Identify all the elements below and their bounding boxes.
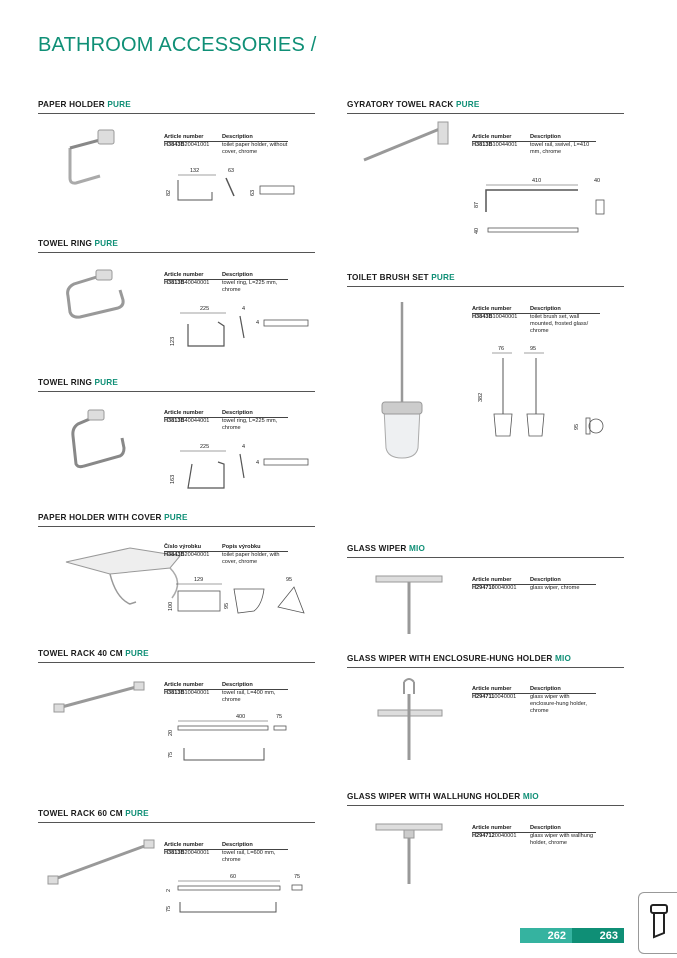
section-toilet-brush — [347, 273, 624, 287]
svg-text:2: 2 — [166, 888, 172, 892]
technical-drawing — [472, 344, 622, 440]
svg-text:75: 75 — [294, 874, 301, 880]
toilet-paper-holder-icon — [649, 903, 669, 943]
svg-text:4: 4 — [242, 444, 246, 450]
svg-text:400: 400 — [236, 714, 246, 720]
product-image-gyratory — [360, 118, 460, 168]
svg-text:4: 4 — [242, 306, 246, 312]
svg-text:75: 75 — [276, 714, 283, 720]
svg-text:163: 163 — [170, 474, 176, 484]
section-towel-rack-40 — [38, 649, 315, 663]
svg-text:95: 95 — [224, 602, 230, 609]
svg-text:382: 382 — [478, 392, 484, 402]
svg-text:225: 225 — [200, 306, 210, 312]
svg-text:95: 95 — [574, 423, 580, 430]
technical-drawing — [164, 304, 314, 354]
section-towel-ring-2 — [38, 378, 315, 392]
svg-text:123: 123 — [170, 336, 176, 346]
svg-text:95: 95 — [286, 577, 293, 583]
svg-text:4: 4 — [256, 320, 260, 326]
product-table: Article number Description H3843B10040001 toilet brush set, wall mounted, frosted glass/ chrome — [472, 306, 600, 335]
section-heading: PAPER HOLDER PURE — [38, 100, 315, 114]
section-heading: TOWEL RING PURE — [38, 378, 315, 392]
section-heading: TOWEL RACK 60 CM PURE — [38, 809, 315, 823]
product-image-glass-wiper — [372, 570, 452, 640]
section-heading: TOWEL RACK 40 CM PURE — [38, 649, 315, 663]
side-tab[interactable] — [638, 892, 677, 954]
technical-drawing — [164, 872, 314, 920]
svg-text:63: 63 — [228, 168, 235, 174]
page-number-left: 262 — [520, 928, 572, 943]
page-title: BATHROOM ACCESSORIES / — [38, 34, 317, 56]
svg-text:40: 40 — [594, 178, 601, 184]
product-table: Article number Description H3813B10040001 towel rail, L=400 mm, chrome — [164, 682, 288, 704]
product-table: Article number Description H3843B20041001 toilet paper holder, without cover, chrome — [164, 134, 288, 155]
product-table: Číslo výrobku Popis výrobku H3843B20040001 toilet paper holder, with cover, chrome — [164, 544, 288, 566]
svg-text:225: 225 — [200, 444, 210, 450]
section-glass-wiper-wall — [347, 792, 624, 806]
section-heading: TOWEL RING PURE — [38, 239, 315, 253]
svg-text:100: 100 — [168, 601, 174, 611]
product-image-paper-holder — [60, 120, 130, 190]
technical-drawing — [164, 712, 314, 770]
section-heading: PAPER HOLDER WITH COVER PURE — [38, 513, 315, 527]
section-heading: TOILET BRUSH SET PURE — [347, 273, 624, 287]
product-image-towel-ring — [62, 404, 132, 474]
svg-text:132: 132 — [190, 168, 200, 174]
svg-text:129: 129 — [194, 577, 204, 583]
svg-text:75: 75 — [166, 905, 172, 912]
section-paper-holder-cover — [38, 513, 315, 527]
section-heading: GLASS WIPER WITH ENCLOSURE-HUNG HOLDER MIO — [347, 654, 624, 668]
svg-text:60: 60 — [230, 874, 237, 880]
product-table: Article number Description H3813B40040001 towel ring, L=225 mm, chrome — [164, 272, 288, 294]
product-table: Article number Description H3813B20040001 towel rail, L=600 mm, chrome — [164, 842, 288, 864]
page-number-right: 263 — [572, 928, 624, 943]
product-image-toilet-brush — [372, 298, 432, 478]
section-paper-holder — [38, 100, 315, 114]
section-heading: GLASS WIPER MIO — [347, 544, 624, 558]
product-image-towel-rack — [46, 838, 156, 888]
svg-text:4: 4 — [256, 460, 260, 466]
svg-text:410: 410 — [532, 178, 542, 184]
technical-drawing — [164, 166, 304, 206]
svg-text:87: 87 — [474, 201, 480, 208]
svg-text:20: 20 — [168, 729, 174, 736]
product-table: Article number Description H2947120040001 glass wiper with wallhung holder, chrome — [472, 825, 596, 847]
technical-drawing — [164, 575, 314, 623]
product-table: Article number Description H2947100040001 glass wiper, chrome — [472, 577, 596, 592]
svg-text:40: 40 — [474, 227, 480, 234]
section-gyratory — [347, 100, 624, 114]
product-image-glass-wiper-enclosure — [372, 676, 452, 766]
section-towel-ring-1 — [38, 239, 315, 253]
svg-text:82: 82 — [166, 189, 172, 196]
section-glass-wiper — [347, 544, 624, 558]
section-glass-wiper-enclosure — [347, 654, 624, 668]
product-table: Article number Description H3813B10044001 towel rail, swivel, L=410 mm, chrome — [472, 134, 596, 156]
svg-text:95: 95 — [530, 346, 537, 352]
svg-text:76: 76 — [498, 346, 505, 352]
product-image-towel-rack — [52, 678, 152, 718]
section-towel-rack-60 — [38, 809, 315, 823]
section-heading: GYRATORY TOWEL RACK PURE — [347, 100, 624, 114]
technical-drawing — [472, 176, 622, 238]
section-heading: GLASS WIPER WITH WALLHUNG HOLDER MIO — [347, 792, 624, 806]
product-table: Article number Description H3813B40044001 towel ring, L=225 mm, chrome — [164, 410, 288, 432]
product-image-glass-wiper-wall — [372, 818, 452, 888]
technical-drawing — [164, 442, 314, 494]
product-image-towel-ring — [60, 262, 130, 322]
product-table: Article number Description H2947110040001 glass wiper with enclosure-hung holder, chrome — [472, 686, 596, 715]
svg-text:63: 63 — [250, 189, 256, 196]
svg-text:75: 75 — [168, 751, 174, 758]
